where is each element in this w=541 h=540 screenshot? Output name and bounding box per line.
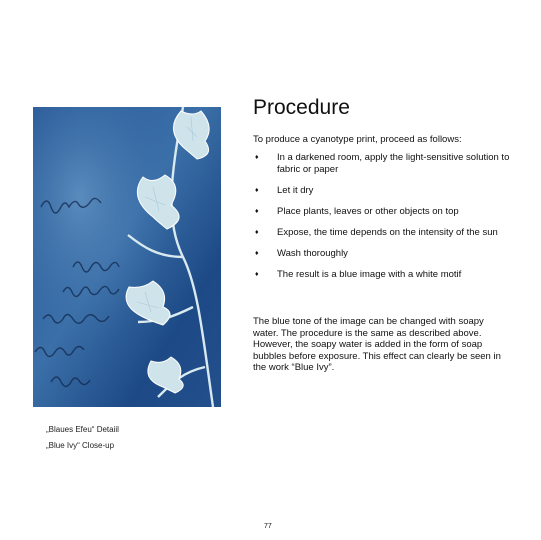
intro-text: To produce a cyanotype print, proceed as follows: bbox=[253, 134, 462, 145]
soapy-water-paragraph: The blue tone of the image can be changed with soapy water. The procedure is the same as described above. However, the soapy water is added in the form of soap bubbles before exposure. This effect can clearly be seen in the work “Blue Ivy”. bbox=[253, 316, 501, 373]
cyanotype-ivy-photo bbox=[33, 107, 221, 407]
list-item bbox=[253, 185, 513, 197]
diamond-bullet-icon: ♦ bbox=[255, 250, 259, 257]
step-text: Place plants, leaves or other objects on top bbox=[277, 206, 459, 217]
list-item bbox=[253, 152, 513, 176]
step-text: The result is a blue image with a white motif bbox=[277, 269, 462, 280]
page-title: Procedure bbox=[253, 96, 350, 120]
diamond-bullet-icon: ♦ bbox=[255, 154, 259, 161]
caption-german: „Blaues Efeu“ Detaiil bbox=[46, 425, 119, 434]
list-item bbox=[253, 248, 513, 260]
diamond-bullet-icon: ♦ bbox=[255, 187, 259, 194]
diamond-bullet-icon: ♦ bbox=[255, 271, 259, 278]
procedure-steps bbox=[253, 152, 513, 290]
list-item bbox=[253, 269, 513, 281]
step-text: Let it dry bbox=[277, 185, 314, 196]
caption-english: „Blue Ivy“ Close-up bbox=[46, 441, 115, 450]
step-text: Wash thoroughly bbox=[277, 248, 348, 259]
step-text: In a darkened room, apply the light-sensitive solution to fabric or paper bbox=[277, 152, 510, 175]
diamond-bullet-icon: ♦ bbox=[255, 208, 259, 215]
list-item bbox=[253, 227, 513, 239]
step-text: Expose, the time depends on the intensity of the sun bbox=[277, 227, 498, 238]
list-item bbox=[253, 206, 513, 218]
diamond-bullet-icon: ♦ bbox=[255, 229, 259, 236]
page-number: 77 bbox=[264, 523, 272, 530]
ivy-print-image bbox=[33, 107, 221, 407]
